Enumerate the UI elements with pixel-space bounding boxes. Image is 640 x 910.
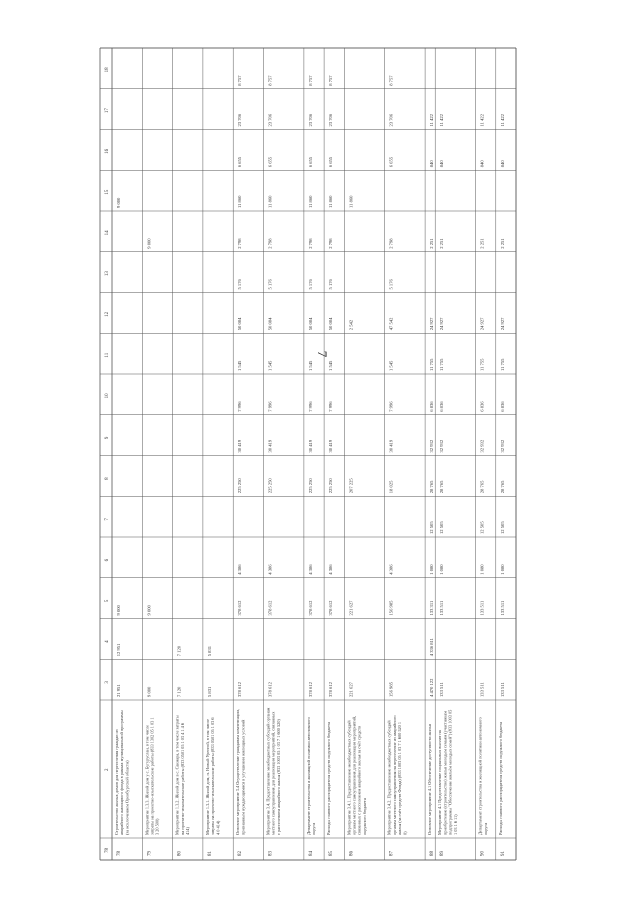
value-cell: 378 612 [307, 682, 313, 697]
row-description: подпрограммы "Обеспечение жильём молодых семей") (833 1003 05 [447, 709, 453, 835]
value-cell: 18 025 [388, 480, 394, 494]
row-number: 78 [117, 851, 122, 856]
value-cell: 5 831 [206, 645, 212, 657]
value-cell: 133 511 [439, 600, 445, 616]
row-number: 83 [268, 851, 274, 856]
value-cell: 7 996 [388, 401, 394, 412]
column-header: 8 [105, 477, 110, 480]
value-cell: 28 765 [429, 480, 435, 494]
row-description: приобретение (строительство) жилья молодым семьям (участникам [442, 711, 448, 835]
row-description: 3 20 500) [154, 818, 160, 835]
value-cell: 6 655 [388, 156, 394, 168]
value-cell: 133 511 [499, 600, 505, 616]
row-description: связанных с расселением аварийного жилья за счёт средств [356, 725, 362, 835]
value-cell: 23 706 [388, 113, 394, 127]
value-cell: 7 996 [328, 401, 334, 412]
value-cell: 378 612 [307, 600, 313, 616]
page-number: 7 [315, 350, 330, 358]
row-description: округа [482, 822, 488, 835]
value-cell: 23 706 [307, 113, 313, 127]
value-cell: 30 419 [237, 439, 243, 453]
value-cell: 6 836 [429, 401, 435, 412]
row-description: на проектно-изыскательские работы (833 0501 05 1 03 4 1 4 6 [179, 723, 185, 835]
value-cell: 2 798 [388, 238, 394, 249]
value-cell: 8 757 [237, 75, 243, 86]
row-description: затраты на проектно-изыскательские работы (833 1302 05 1 03 1 [149, 717, 155, 835]
value-cell: 28 765 [479, 480, 485, 494]
value-cell: 30 419 [388, 439, 394, 453]
value-cell: 11 422 [499, 114, 505, 127]
value-cell: 6 836 [439, 401, 445, 412]
row-description: Расходы главного распорядителя средств окружного бюджета [326, 722, 332, 835]
row-description: Мероприятие 4.1 Предоставление социальных выплат на [437, 730, 443, 835]
value-cell: 32 932 [439, 439, 445, 453]
row-description: местного самоуправления для реализации мероприятий, связанных [270, 711, 276, 835]
value-cell: 32 932 [429, 439, 435, 453]
value-cell: 1 080 [479, 564, 485, 575]
value-cell: 2 798 [237, 238, 243, 249]
value-cell: 8 757 [328, 75, 334, 86]
value-cell: 1 080 [429, 564, 435, 575]
value-cell: 11 755 [429, 358, 435, 371]
value-cell: 840 [479, 160, 485, 168]
value-cell: 1 545 [328, 360, 334, 371]
row-description: 0) [402, 831, 408, 835]
value-cell: 23 706 [267, 113, 273, 127]
value-cell: 840 [429, 160, 435, 168]
row-description: Основное мероприятие 4.1 Обеспечение доступности жилья [427, 724, 433, 835]
value-cell: 21 951 [116, 684, 121, 697]
value-cell: 1 545 [307, 360, 313, 371]
value-cell: 7 996 [307, 401, 313, 412]
row-description: Департамент строительства и жилищной политики автономного [477, 717, 483, 835]
value-cell: 378 612 [267, 682, 273, 697]
row-number: 79 [147, 851, 153, 856]
value-cell: 24 927 [429, 317, 435, 331]
value-cell: 133 511 [479, 682, 485, 697]
value-cell: 225 250 [267, 478, 273, 494]
value-cell: 156 985 [388, 682, 394, 697]
value-cell: 23 706 [328, 113, 334, 127]
column-header: 18 [105, 67, 110, 73]
row-number: 91 [500, 851, 506, 856]
value-cell: 24 927 [479, 317, 485, 331]
value-cell: 9 000 [116, 605, 121, 616]
value-cell: 23 706 [237, 113, 243, 127]
value-cell: 2 798 [307, 238, 313, 249]
row-description: жилья (за счёт средств Фонда) (833 1003 05 1 03 7 1 600 520 1 [397, 721, 403, 835]
value-cell: 840 [439, 160, 445, 168]
value-cell: 225 250 [237, 478, 243, 494]
value-cell: 8 757 [388, 75, 394, 86]
value-cell: 12 505 [429, 521, 435, 534]
value-cell: 4 386 [388, 564, 394, 575]
row-number: 80 [177, 851, 183, 856]
row-description: органам местного самоуправления на переселение из аварийного [391, 715, 397, 835]
value-cell: 9 000 [116, 197, 121, 208]
value-cell: 6 655 [237, 156, 243, 168]
value-cell: 2 251 [499, 238, 505, 249]
column-header: 78 [105, 848, 110, 853]
value-cell: 221 627 [348, 682, 354, 697]
value-cell: 5 176 [328, 279, 334, 290]
row-description: Мероприятие 3.4.1. Предоставление межбюджетных субсидий [346, 720, 352, 835]
row-number: 90 [480, 851, 486, 856]
row-description: Мероприятие 1.3.3. Жилой дом у с. Бугуруслан, в том числе [144, 724, 150, 835]
row-description: аварийного жилищного фонда в рамках муниципальной программы [119, 710, 125, 835]
row-number: 85 [329, 851, 335, 856]
value-cell: 32 932 [499, 439, 505, 453]
row-description: округа [311, 822, 317, 835]
column-header: 7 [105, 518, 110, 521]
value-cell: 1 080 [499, 564, 505, 575]
value-cell: 28 765 [439, 480, 445, 494]
row-description: Мероприятие 1.3.2. Жилой дом в с. Сакмара, в том числе затраты [174, 715, 180, 835]
value-cell: 30 419 [267, 439, 273, 453]
row-description: (за исключением Оренбургской области) [124, 760, 130, 835]
value-cell: 12 951 [116, 643, 121, 657]
column-header: 16 [105, 148, 110, 154]
value-cell: 2 251 [439, 238, 445, 249]
row-description: 4 0 414) [215, 820, 221, 835]
row-description: окружного бюджета [361, 798, 367, 835]
value-cell: 6 655 [307, 156, 313, 168]
value-cell: 4 336 811 [429, 638, 435, 657]
row-description: Расходы главного распорядителя средств окружного бюджета [497, 722, 503, 835]
row-number: 87 [389, 851, 395, 856]
value-cell: 6 836 [479, 401, 485, 412]
value-cell: 378 612 [237, 682, 243, 697]
value-cell: 1 080 [439, 564, 445, 575]
row-number: 89 [440, 851, 446, 856]
value-cell: 50 084 [328, 317, 334, 331]
value-cell: 11 860 [348, 195, 354, 208]
value-cell: 1 545 [388, 360, 394, 371]
column-header: 4 [105, 640, 110, 643]
row-description: Мероприятие 3.4. Предоставление межбюджетных субсидий органам [265, 707, 271, 835]
value-cell: 840 [499, 160, 505, 168]
row-number: 82 [238, 851, 244, 856]
value-cell: 11 860 [267, 195, 273, 208]
column-header: 12 [105, 311, 110, 317]
column-header: 2 [105, 768, 110, 771]
value-cell: 7 120 [176, 686, 182, 697]
value-cell: 11 755 [499, 358, 505, 371]
value-cell: 9 000 [146, 238, 152, 249]
value-cell: 2 251 [479, 238, 485, 249]
value-cell: 12 505 [439, 521, 445, 534]
value-cell: 133 311 [429, 600, 435, 616]
value-cell: 11 860 [307, 195, 313, 208]
value-cell: 9 000 [146, 605, 152, 616]
value-cell: 30 419 [328, 439, 334, 453]
row-description: 414) [185, 827, 190, 835]
value-cell: 11 860 [237, 195, 243, 208]
column-header: 3 [105, 681, 110, 684]
value-cell: 4 386 [267, 564, 273, 575]
value-cell: 378 612 [328, 682, 334, 697]
value-cell: 4 386 [328, 564, 334, 575]
value-cell: 5 176 [307, 279, 313, 290]
row-description: Мероприятие 1.3.1. Жилой дом, п. Новый Уренгой, в том числе [204, 719, 210, 835]
value-cell: 7 120 [176, 645, 182, 657]
value-cell: 4 470 122 [429, 678, 435, 697]
value-cell: 156 985 [388, 600, 394, 616]
row-description: признанным нуждающимися в улучшении жилищных условий [240, 719, 246, 835]
value-cell: 221 627 [348, 600, 354, 616]
value-cell: 24 927 [499, 317, 505, 331]
value-cell: 12 505 [479, 521, 485, 534]
value-cell: 5 176 [267, 279, 273, 290]
row-description: Мероприятие 3.4.2. Предоставление межбюджетных субсидий [386, 720, 392, 835]
value-cell: 378 612 [328, 600, 334, 616]
row-description: 1 03 1 6 11) [452, 814, 458, 835]
row-number: 88 [430, 851, 436, 856]
row-description: Основное мероприятие 3.4 Осуществление гражданам компенсации, [235, 709, 241, 835]
value-cell: 8 757 [267, 75, 273, 86]
value-cell: 28 765 [499, 480, 505, 494]
row-description: Строительство жилых домов для переселения граждан из [114, 729, 119, 835]
value-cell: 133 511 [479, 600, 485, 616]
column-header: 6 [105, 558, 110, 562]
value-cell: 11 860 [328, 195, 334, 208]
value-cell: 1 545 [267, 360, 273, 371]
column-header: 13 [105, 271, 110, 277]
value-cell: 5 176 [388, 279, 394, 290]
row-number: 84 [308, 851, 314, 856]
value-cell: 378 612 [267, 600, 273, 616]
value-cell: 2 251 [429, 238, 435, 249]
row-description: органам местного самоуправления для реализации мероприятий, [351, 715, 357, 835]
value-cell: 32 932 [479, 439, 485, 453]
value-cell: 1 545 [237, 360, 243, 371]
value-cell: 11 755 [479, 358, 485, 371]
row-description: затраты на проектно-изыскательские работы (833 0501 05 1 03 6 [210, 717, 216, 835]
row-description: с расселением аварийного жилья (833 1003 05 1 03 7 1 600 520) [275, 719, 281, 835]
value-cell: 11 422 [479, 114, 485, 127]
column-header: 9 [105, 436, 110, 440]
value-cell: 133 511 [439, 682, 445, 697]
value-cell: 11 422 [439, 114, 445, 127]
value-cell: 4 386 [307, 564, 313, 575]
value-cell: 50 084 [237, 317, 243, 331]
column-header: 14 [105, 230, 110, 236]
value-cell: 2 798 [328, 238, 334, 249]
row-number: 86 [349, 851, 355, 856]
value-cell: 11 422 [429, 114, 435, 127]
value-cell: 24 927 [439, 317, 445, 331]
row-number: 81 [207, 851, 213, 856]
value-cell: 6 836 [499, 401, 505, 412]
value-cell: 12 505 [499, 521, 505, 534]
value-cell: 7 996 [237, 401, 243, 412]
value-cell: 9 000 [146, 686, 152, 697]
value-cell: 6 655 [267, 156, 273, 168]
value-cell: 47 542 [388, 317, 394, 331]
value-cell: 50 084 [307, 317, 313, 331]
row-description: Департамент строительства и жилищной политики автономного [305, 717, 311, 835]
value-cell: 207 225 [348, 478, 354, 494]
value-cell: 225 250 [307, 478, 313, 494]
value-cell: 7 996 [267, 401, 273, 412]
value-cell: 8 757 [307, 75, 313, 86]
column-header: 5 [105, 599, 110, 603]
value-cell: 5 176 [237, 279, 243, 290]
value-cell: 4 386 [237, 564, 243, 575]
value-cell: 378 612 [237, 600, 243, 616]
value-cell: 225 250 [328, 478, 334, 494]
column-header: 11 [105, 352, 110, 358]
value-cell: 2 542 [348, 319, 354, 331]
column-header: 17 [105, 108, 110, 114]
value-cell: 30 419 [307, 439, 313, 453]
column-header: 10 [105, 393, 110, 399]
value-cell: 11 755 [439, 358, 445, 371]
value-cell: 50 084 [267, 317, 273, 331]
value-cell: 133 511 [499, 682, 505, 697]
column-header: 15 [105, 189, 110, 195]
value-cell: 5 831 [206, 686, 212, 697]
value-cell: 6 655 [328, 156, 334, 168]
value-cell: 2 798 [267, 238, 273, 249]
